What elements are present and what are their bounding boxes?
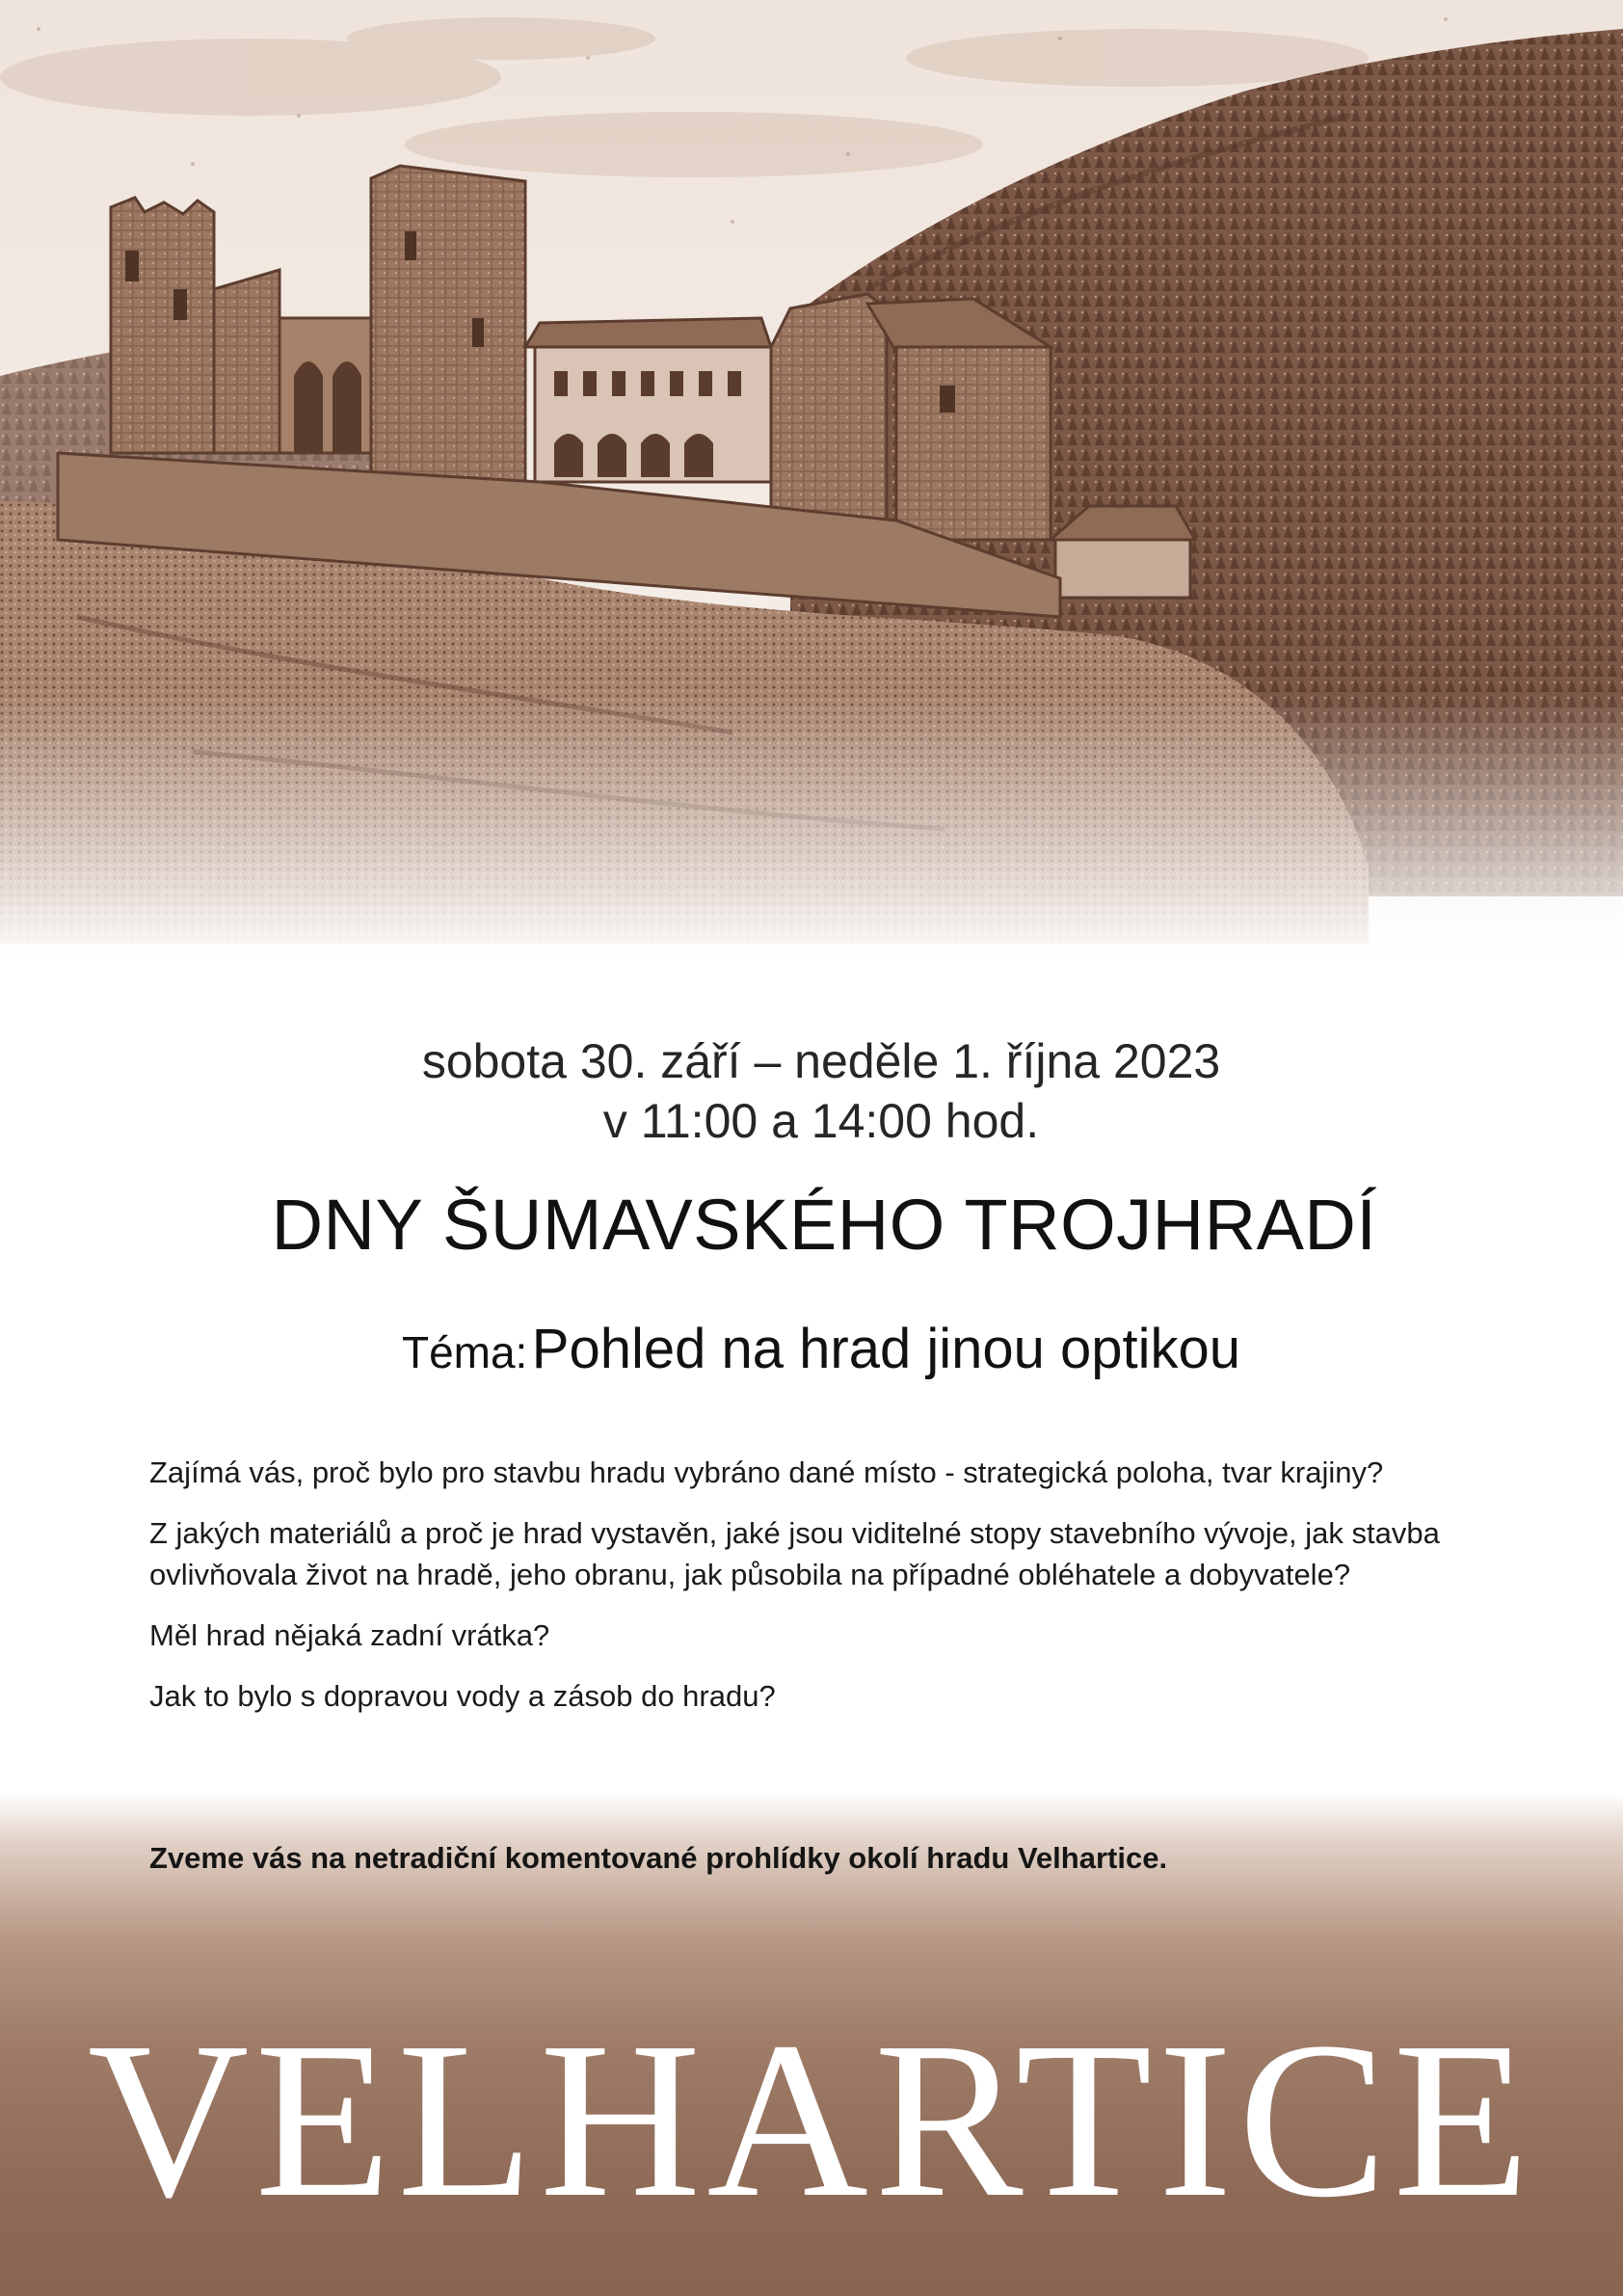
question-item: Zajímá vás, proč bylo pro stavbu hradu vybráno dané místo - strategická poloha, tvar krajiny? <box>149 1455 1384 1489</box>
invitation-text: Zveme vás na netradiční komentované prohlídky okolí hradu Velhartice. <box>149 1841 1168 1875</box>
castle-engraving <box>0 0 1623 964</box>
town-name: VELHARTICE <box>87 1996 1536 2244</box>
event-time: v 11:00 a 14:00 hod. <box>602 1094 1040 1148</box>
theme-label: Téma: <box>401 1327 528 1377</box>
question-list <box>149 1452 1450 1736</box>
question-item: Měl hrad nějaká zadní vrátka? <box>149 1618 550 1652</box>
event-date-time <box>0 1031 1623 1151</box>
event-theme <box>0 1317 1623 1381</box>
theme-value: Pohled na hrad jinou optikou <box>531 1318 1241 1380</box>
question-item: Jak to bylo s dopravou vody a zásob do hradu? <box>149 1679 776 1713</box>
question-item: Z jakých materiálů a proč je hrad vystavěn, jaké jsou viditelné stopy stavebního vývoje, jak stavba ovlivňovala život na hradě, jeho obranu, jak působila na případné obléhatele a dobyvatele? <box>149 1516 1440 1591</box>
event-date: sobota 30. září – neděle 1. října 2023 <box>421 1034 1221 1088</box>
event-title: DNY ŠUMAVSKÉHO TROJHRADÍ <box>271 1185 1377 1265</box>
